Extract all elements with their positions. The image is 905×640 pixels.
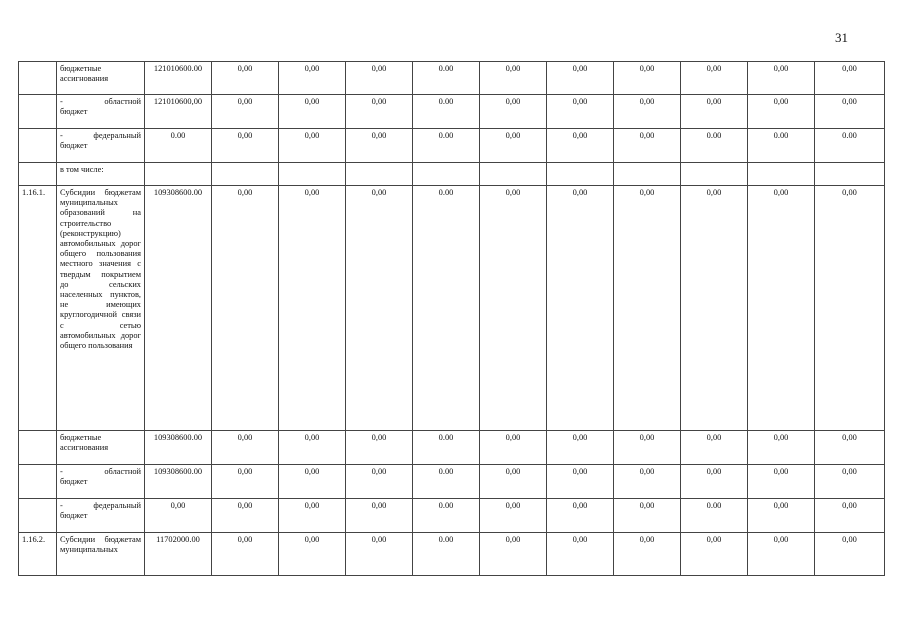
value-cell: 0.00 (413, 186, 480, 431)
value-cell: 0,00 (279, 431, 346, 465)
table-row (19, 499, 885, 533)
description-line (60, 97, 141, 107)
value-cell: 0.00 (681, 499, 748, 533)
value-cell: 0,00 (480, 499, 547, 533)
value-cell: 0,00 (279, 95, 346, 129)
value-cell: 0,00 (547, 62, 614, 95)
value-cell: 0,00 (547, 95, 614, 129)
value-cell: 0,00 (346, 186, 413, 431)
value-cell (614, 163, 681, 186)
value-cell: 0.00 (145, 129, 212, 163)
value-cell (413, 163, 480, 186)
value-cell: 0.00 (413, 465, 480, 499)
value-cell: 0,00 (279, 499, 346, 533)
description-term: областной (104, 97, 141, 106)
value-cell: 0,00 (614, 533, 681, 576)
value-cell: 0.00 (681, 129, 748, 163)
value-cell: 0,00 (815, 186, 885, 431)
description-prefix: - (60, 131, 63, 140)
description-line-2: бюджет (60, 477, 88, 487)
value-cell: 0,00 (212, 431, 279, 465)
value-cell (145, 163, 212, 186)
value-cell: 0,00 (748, 431, 815, 465)
row-code (19, 62, 57, 95)
description-prefix: - (60, 501, 63, 510)
value-cell: 0,00 (748, 465, 815, 499)
value-cell: 0.00 (413, 129, 480, 163)
value-cell (480, 163, 547, 186)
row-code (19, 431, 57, 465)
value-cell: 0,00 (815, 499, 885, 533)
row-description: Субсидии бюджетам муниципальных образований на строительство (реконструкцию) автомобильных дорог общего пользования местного значения с твердым покрытием до сельских населенных пунктов, не имеющих круглогодичной связи с сетью автомобильных дорог общего пользования (57, 186, 145, 431)
value-cell: 0,00 (346, 431, 413, 465)
value-cell: 0,00 (547, 186, 614, 431)
row-code (19, 499, 57, 533)
value-cell: 0,00 (346, 62, 413, 95)
value-cell: 0,00 (614, 95, 681, 129)
description-term: областной (104, 467, 141, 476)
value-cell (748, 163, 815, 186)
row-code (19, 465, 57, 499)
table-row (19, 129, 885, 163)
value-cell: 0,00 (212, 465, 279, 499)
value-cell: 0.00 (413, 95, 480, 129)
row-code: 1.16.1. (19, 186, 57, 431)
value-cell: 0,00 (547, 431, 614, 465)
value-cell: 0,00 (614, 186, 681, 431)
value-cell: 0,00 (681, 533, 748, 576)
value-cell: 0.00 (413, 431, 480, 465)
description-prefix: - (60, 97, 63, 106)
row-code (19, 95, 57, 129)
row-description (57, 129, 145, 163)
value-cell: 0,00 (547, 129, 614, 163)
value-cell (681, 163, 748, 186)
value-cell: 0,00 (279, 62, 346, 95)
value-cell: 0,00 (681, 186, 748, 431)
value-cell: 0.00 (413, 62, 480, 95)
value-cell: 0,00 (346, 533, 413, 576)
value-cell (212, 163, 279, 186)
value-cell: 0.00 (815, 129, 885, 163)
row-code: 1.16.2. (19, 533, 57, 576)
value-cell: 0,00 (681, 95, 748, 129)
value-cell: 0,00 (748, 95, 815, 129)
description-line-2: бюджет (60, 141, 88, 151)
table-row (19, 431, 885, 465)
value-cell: 109308600.00 (145, 465, 212, 499)
value-cell (547, 163, 614, 186)
value-cell: 0,00 (815, 62, 885, 95)
value-cell: 0.00 (413, 499, 480, 533)
value-cell: 109308600.00 (145, 186, 212, 431)
description-term: федеральный (93, 131, 141, 140)
value-cell: 0,00 (681, 62, 748, 95)
value-cell: 0,00 (480, 62, 547, 95)
value-cell: 0,00 (212, 186, 279, 431)
value-cell: 0,00 (212, 95, 279, 129)
value-cell: 0,00 (480, 465, 547, 499)
description-line (60, 467, 141, 477)
value-cell: 0,00 (748, 186, 815, 431)
value-cell: 0,00 (815, 95, 885, 129)
value-cell: 0,00 (480, 129, 547, 163)
value-cell: 121010600,00 (145, 95, 212, 129)
value-cell: 0,00 (815, 465, 885, 499)
value-cell: 0.00 (413, 533, 480, 576)
value-cell: 0,00 (346, 95, 413, 129)
value-cell: 121010600.00 (145, 62, 212, 95)
table-body (19, 62, 885, 576)
value-cell: 0,00 (614, 62, 681, 95)
value-cell: 0,00 (614, 465, 681, 499)
value-cell: 0,00 (212, 62, 279, 95)
page-number: 31 (835, 30, 848, 45)
value-cell: 0,00 (681, 431, 748, 465)
value-cell: 0,00 (212, 533, 279, 576)
value-cell: 0,00 (614, 499, 681, 533)
value-cell: 11702000.00 (145, 533, 212, 576)
value-cell: 0.00 (748, 129, 815, 163)
value-cell: 0,00 (279, 465, 346, 499)
value-cell: 0,00 (815, 431, 885, 465)
budget-table (18, 61, 885, 576)
value-cell (815, 163, 885, 186)
value-cell: 0,00 (346, 129, 413, 163)
value-cell (279, 163, 346, 186)
value-cell: 0,00 (681, 465, 748, 499)
value-cell: 0,00 (815, 533, 885, 576)
value-cell: 0,00 (346, 499, 413, 533)
row-description (57, 95, 145, 129)
value-cell: 0,00 (547, 499, 614, 533)
description-prefix: - (60, 467, 63, 476)
description-line-2: бюджет (60, 107, 88, 117)
value-cell: 0,00 (346, 465, 413, 499)
row-description: Субсидии бюджетам муниципальных (57, 533, 145, 576)
value-cell: 0,00 (279, 129, 346, 163)
value-cell: 0,00 (547, 533, 614, 576)
row-code (19, 129, 57, 163)
row-code (19, 163, 57, 186)
description-line-2: бюджет (60, 511, 88, 521)
description-line (60, 501, 141, 511)
row-description: бюджетные ассигнования (57, 62, 145, 95)
value-cell: 0,00 (614, 431, 681, 465)
row-description: бюджетные ассигнования (57, 431, 145, 465)
row-description (57, 499, 145, 533)
value-cell: 0,00 (279, 533, 346, 576)
value-cell: 0,00 (212, 129, 279, 163)
value-cell: 0,00 (547, 465, 614, 499)
value-cell: 0,00 (279, 186, 346, 431)
value-cell: 0,00 (212, 499, 279, 533)
value-cell: 0,00 (748, 533, 815, 576)
value-cell: 0,00 (145, 499, 212, 533)
row-description: в том числе: (57, 163, 145, 186)
value-cell: 0,00 (480, 95, 547, 129)
table-row (19, 95, 885, 129)
description-term: федеральный (93, 501, 141, 510)
row-description (57, 465, 145, 499)
value-cell: 109308600.00 (145, 431, 212, 465)
value-cell: 0,00 (480, 431, 547, 465)
table-row (19, 186, 885, 431)
table-row (19, 163, 885, 186)
table-row (19, 533, 885, 576)
description-line (60, 131, 141, 141)
value-cell (346, 163, 413, 186)
value-cell: 0,00 (748, 62, 815, 95)
value-cell: 0,00 (748, 499, 815, 533)
value-cell: 0,00 (614, 129, 681, 163)
table-row (19, 62, 885, 95)
table-row (19, 465, 885, 499)
value-cell: 0,00 (480, 533, 547, 576)
value-cell: 0,00 (480, 186, 547, 431)
